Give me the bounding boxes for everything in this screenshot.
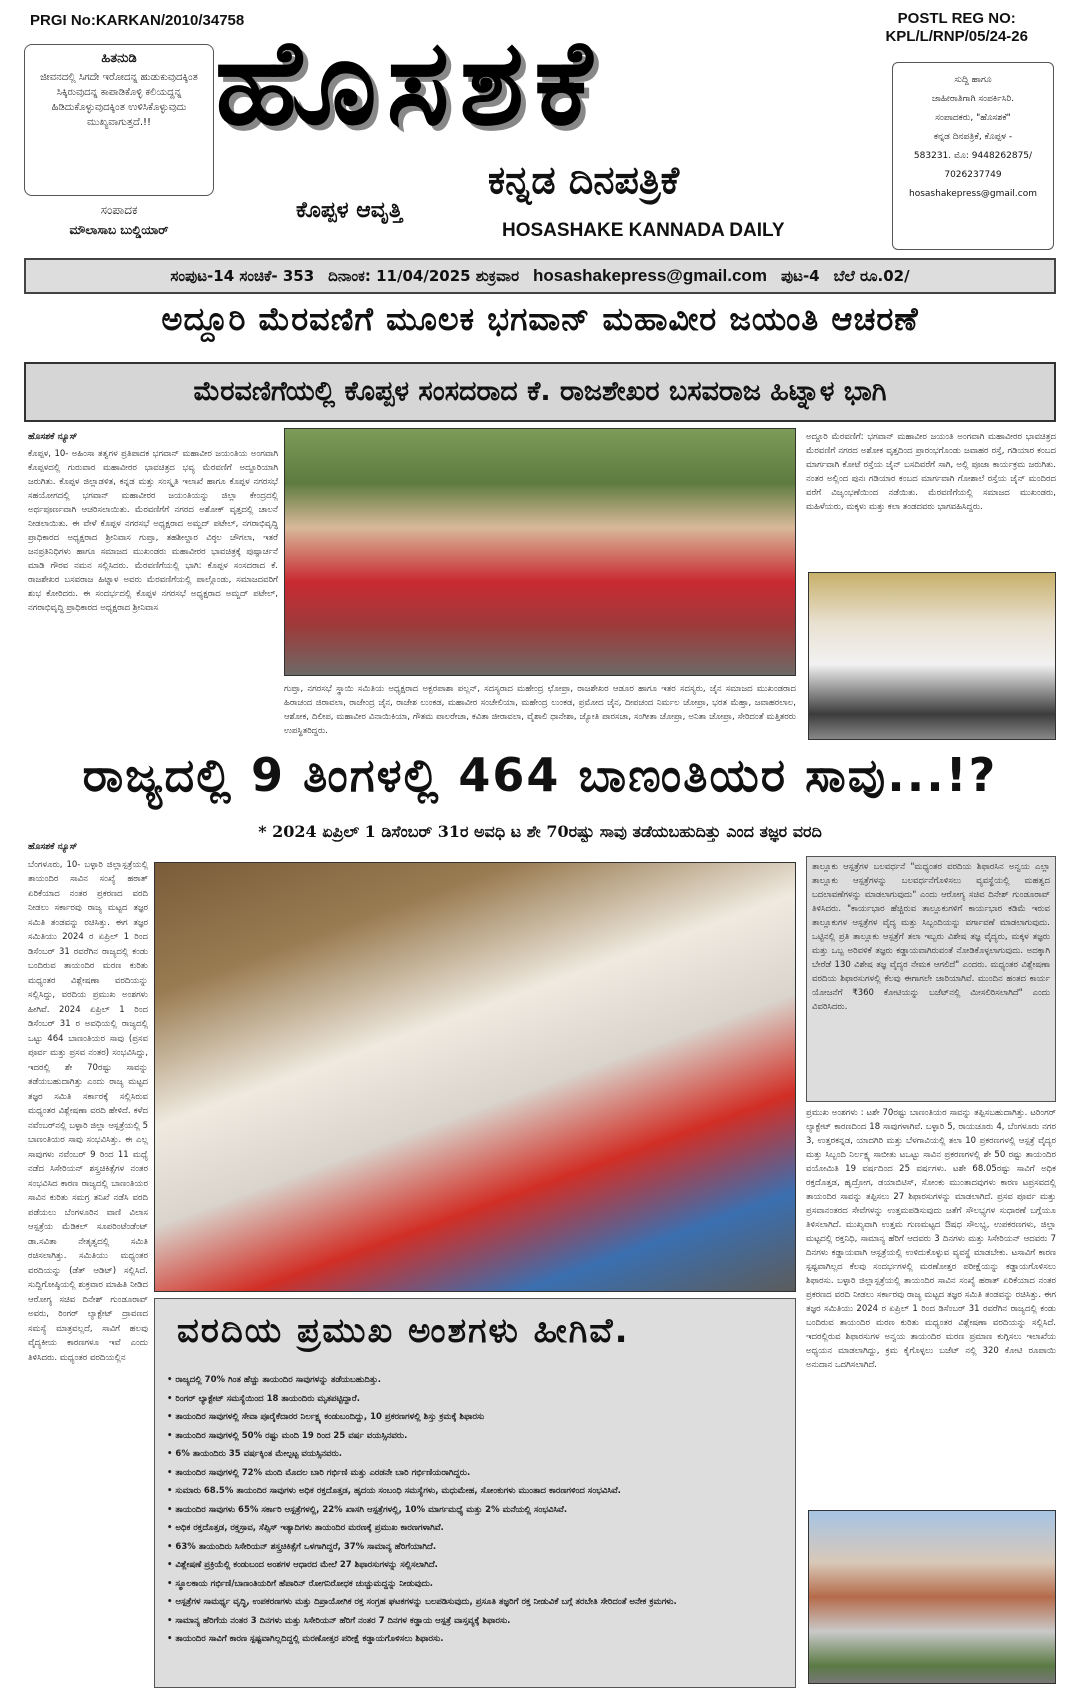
highlight-item: • ರಿಂಗರ್ ಲ್ಯಾಕ್ಟೇಟ್ ಸಮಸ್ಯೆಯಿಂದ 18 ತಾಯಂದಿರು ಮೃತಪಟ್ಟಿದ್ದಾರೆ.	[167, 1390, 783, 1409]
highlight-item: • ತಾಯಂದಿರ ಸಾವಿಗೆ ಕಾರಣ ಸ್ಪಷ್ಟವಾಗಿಲ್ಲದಿದ್ದಲ್ಲಿ ಮರಣೋತ್ತರ ಪರೀಕ್ಷೆ ಕಡ್ಡಾಯಗೊಳಿಸಲು ಶಿಫಾರಸು.	[167, 1630, 783, 1649]
article-text: ಕೊಪ್ಪಳ, 10- ಅಹಿಂಸಾ ತತ್ವಗಳ ಪ್ರತಿಪಾದಕ ಭಗವಾನ್ ಮಹಾವೀರ ಜಯಂತಿಯ ಅಂಗವಾಗಿ ಕೊಪ್ಪಳದಲ್ಲಿ ಗುರುವಾರ ಮಹಾವೀರರ ಭಾವಚಿತ್ರದ ಭವ್ಯ ಮೆರವಣಿಗೆ ಅದ್ದೂರಿಯಾಗಿ ಜರುಗಿತು. ಕೊಪ್ಪಳ ಜಿಲ್ಲಾಡಳಿತ, ಕನ್ನಡ ಮತ್ತು ಸಂಸ್ಕೃತಿ ಇಲಾಖೆ ಹಾಗೂ ಕೊಪ್ಪಳ ನಗರಸಭೆ ಸಹಯೋಗದಲ್ಲಿ ಭಗವಾನ್ ಮಹಾವೀರರ ಜಯಂತಿಯನ್ನು ಜಿಲ್ಲಾ ಕೇಂದ್ರದಲ್ಲಿ ಅರ್ಥಪೂರ್ಣವಾಗಿ ಆಚರಿಸಲಾಯಿತು. ಮೆರವಣಿಗೆಗೆ ನಗರದ ಅಶೋಕ್ ವೃತ್ತದಲ್ಲಿ ಚಾಲನೆ ನೀಡಲಾಯಿತು. ಈ ವೇಳೆ ಕೊಪ್ಪಳ ನಗರಸಭೆ ಅಧ್ಯಕ್ಷರಾದ ಅಮ್ಜದ್ ಪಟೇಲ್, ನಗರಾಭಿವೃದ್ಧಿ ಪ್ರಾಧಿಕಾರದ ಅಧ್ಯಕ್ಷರಾದ ಶ್ರೀನಿವಾಸ ಗುಪ್ತಾ, ತಹಶೀಲ್ದಾರ ವಿಠ್ಠಲ ಚೌಗಲಾ, ಇತರೆ ಜನಪ್ರತಿನಿಧಿಗಳು ಹಾಗೂ ಸಮಾಜದ ಮುಖಂಡರು ಮಹಾವೀರರ ಭಾವಚಿತ್ರಕ್ಕೆ ಪುಷ್ಪಾರ್ಚನೆ ಮಾಡಿ ಗೌರವ ನಮನ ಸಲ್ಲಿಸಿದರು. ಮೆರವಣಿಗೆಯಲ್ಲಿ ಭಾಗಿ: ಕೊಪ್ಪಳ ಸಂಸದರಾದ ಕೆ. ರಾಜಶೇಖರ ಬಸವರಾಜ ಹಿಟ್ನಾಳ ಅವರು ಮೆರವಣಿಗೆಯಲ್ಲಿ ಪಾಲ್ಗೊಂಡು, ಸಮಾಜದವರಿಗೆ ಶುಭ ಕೋರಿದರು. ಈ ಸಂದರ್ಭದಲ್ಲಿ ಕೊಪ್ಪಳ ನಗರಸಭೆ ಅಧ್ಯಕ್ಷರಾದ ಅಮ್ಜದ್ ಪಟೇಲ್, ನಗರಾಭಿವೃದ್ಧಿ ಪ್ರಾಧಿಕಾರದ ಅಧ್ಯಕ್ಷರಾದ ಶ್ರೀನಿವಾಸ	[28, 449, 278, 613]
mp-photo	[808, 572, 1056, 740]
newspaper-english-name: HOSASHAKE KANNADA DAILY	[502, 220, 785, 241]
price: ಬೆಲೆ ರೂ.02/	[833, 267, 910, 285]
newspaper-logo: ಹೊಸಶಕೆ	[215, 13, 602, 151]
article-column	[28, 430, 278, 740]
article-column: ಗುಪ್ತಾ, ನಗರಸಭೆ ಸ್ಥಾಯಿ ಸಮಿತಿಯ ಅಧ್ಯಕ್ಷರಾದ ಅಕ್ಬರಪಾಶಾ ಪಲ್ಲನ್, ಸದಸ್ಯರಾದ ಮಹೇಂದ್ರ ಛೋಪ್ರಾ, ರಾಜಶೇಖರ ಆಡೂರ ಹಾಗೂ ಇತರ ಸದಸ್ಯರು, ಜೈನ ಸಮಾಜದ ಮುಖಂಡರಾದ ಹಿರಾಚಂದ ಜಿರಾವಲಾ, ರಾಜೇಂದ್ರ ಜೈನ, ರಾಜೇಶ ಲುಂಕಡ, ಮಹಾವೀರ ಸಂಚೇಲಿಯಾ, ಮಹೇಂದ್ರ ಲುಂಕಡ, ಪ್ರಮೋದ ಜೈನ, ದೀಪಚಂದ ನಿರ್ಮಲ ಚೋಪ್ರಾ, ಭರತ ಮೆಹ್ತಾ, ಜವಾಹರಲಾಲ, ಆಶೋಕ, ದಿಲೀಪ, ಮಹಾವೀರ ವಿನಾಯಿಕಿಯಾ, ಗೌತಮ ಪಾಲರೇಚಾ, ಕವಿತಾ ಜೀರಾವಲಾ, ವೈಶಾಲಿ ಧಾನೇಶಾ, ಜ್ಯೋತಿ ಪಾರಸಚಾ, ಸಂಗೀತಾ ಚೋಪ್ರಾ, ಅನಿತಾ ಚೋಪ್ರಾ, ಸೇರಿದಂತೆ ಮತ್ತಿತರರು ಉಪಸ್ಥಿತರಿದ್ದರು.	[284, 684, 796, 736]
highlight-item: • 63% ತಾಯಂದಿರು ಸಿಸೇರಿಯನ್ ಶಸ್ತ್ರಚಿಕಿತ್ಸೆಗೆ ಒಳಗಾಗಿದ್ದರೆ, 37% ಸಾಮಾನ್ಯ ಹೆರಿಗೆಯಾಗಿದೆ.	[167, 1538, 783, 1557]
hospital-visit-photo	[154, 862, 796, 1292]
byline: ಹೊಸಶಕೆ ನ್ಯೂಸ್	[28, 842, 78, 852]
highlight-item: • ತಾಯಂದಿರ ಸಾವುಗಳು 65% ಸರ್ಕಾರಿ ಆಸ್ಪತ್ರೆಗಳಲ್ಲಿ, 22% ಖಾಸಗಿ ಆಸ್ಪತ್ರೆಗಳಲ್ಲಿ, 10% ಮಾರ್ಗಮಧ್ಯೆ ಮತ್ತು 2% ಮನೆಯಲ್ಲಿ ಸಂಭವಿಸಿವೆ.	[167, 1501, 783, 1520]
highlight-item: • ಸಾಮಾನ್ಯ ಹೆರಿಗೆಯ ನಂತರ 3 ದಿನಗಳು ಮತ್ತು ಸಿಸೇರಿಯನ್ ಹೆರಿಗೆ ನಂತರ 7 ದಿನಗಳ ಕಡ್ಡಾಯ ಆಸ್ಪತ್ರೆ ವಾಸ್ತವ್ಯಕ್ಕೆ ಶಿಫಾರಸು.	[167, 1612, 783, 1631]
issue-info-bar	[24, 258, 1056, 294]
article-text: ಬೆಂಗಳೂರು, 10- ಬಳ್ಳಾರಿ ಜಿಲ್ಲಾಸ್ಪತ್ರೆಯಲ್ಲಿ ತಾಯಂದಿರ ಸಾವಿನ ಸಂಖ್ಯೆ ಹಠಾತ್ ಏರಿಕೆಯಾದ ನಂತರ ಪ್ರಕರಣದ ವರದಿ ನೀಡಲು ಸರ್ಕಾರವು ರಾಜ್ಯ ಮಟ್ಟದ ತಜ್ಞರ ಸಮಿತಿ ತಂಡವನ್ನು ರಚಿಸಿತ್ತು. ಈಗ ತಜ್ಞರ ಸಮಿತಿಯು 2024 ರ ಏಪ್ರಿಲ್ 1 ರಿಂದ ಡಿಸೆಂಬರ್ 31 ರವರೆಗಿನ ರಾಜ್ಯದಲ್ಲಿ ಕಂಡು ಬಂದಿರುವ ತಾಯಂದಿರ ಮರಣ ಕುರಿತು ಮಧ್ಯಂತರ ವಿಶ್ಲೇಷಣಾ ವರದಿಯನ್ನು ಸಲ್ಲಿಸಿದ್ದು, ವರದಿಯ ಪ್ರಮುಖ ಅಂಶಗಳು ಹೀಗಿವೆ. 2024 ಏಪ್ರಿಲ್ 1 ರಿಂದ ಡಿಸೆಂಬರ್ 31 ರ ಅವಧಿಯಲ್ಲಿ ರಾಜ್ಯದಲ್ಲಿ ಒಟ್ಟು 464 ಬಾಣಂತಿಯರ ಸಾವು (ಪ್ರಸವ ಪೂರ್ವ ಮತ್ತು ಪ್ರಸವ ನಂತರ) ಸಂಭವಿಸಿದ್ದು, ಇದರಲ್ಲಿ ಶೇ 70ರಷ್ಟು ಸಾವನ್ನು ತಡೆಯಬಹುದಾಗಿತ್ತು ಎಂದು ರಾಜ್ಯ ಮಟ್ಟದ ತಜ್ಞರ ಸಮಿತಿ ಸರ್ಕಾರಕ್ಕೆ ಸಲ್ಲಿಸಿರುವ ಮಧ್ಯಂತರ ವಿಶ್ಲೇಷಣಾ ವರದಿ ಹೇಳಿದೆ. ಕಳೆದ ನವೆಂಬರ್‌ನಲ್ಲಿ ಬಳ್ಳಾರಿ ಜಿಲ್ಲಾ ಆಸ್ಪತ್ರೆಯಲ್ಲಿ 5 ಬಾಣಂತಿಯರ ಸಾವು ಸಂಭವಿಸಿತ್ತು. ಈ ಎಲ್ಲ ಸಾವುಗಳು ನವೆಂಬರ್ 9 ರಿಂದ 11 ಮಧ್ಯೆ ನಡೆದ ಸಿಸೇರಿಯನ್ ಶಸ್ತ್ರಚಿಕಿತ್ಸೆಗಳ ನಂತರ ಸಂಭವಿಸಿದ ಕಾರಣ ರಾಜ್ಯದಲ್ಲಿ ಬಾಣಂತಿಯರ ಸಾವಿನ ಕುರಿತು ಸಮಗ್ರ ತನಿಖೆ ನಡೆಸಿ ವರದಿ ಪಡೆಯಲು ಬೆಂಗಳೂರಿನ ವಾಣಿ ವಿಲಾಸ ಆಸ್ಪತ್ರೆಯ ಮೆಡಿಕಲ್ ಸೂಪರಿಂಟೆಂಡೆಂಟ್ ಡಾ.ಸವಿತಾ ನೇತೃತ್ವದಲ್ಲಿ ಸಮಿತಿ ರಚಿಸಲಾಗಿತ್ತು. ಸಮಿತಿಯು ಮಧ್ಯಂತರ ವರದಿಯನ್ನು (ಡೆತ್ ಆಡಿಟ್) ಸಲ್ಲಿಸಿದೆ. ಸುದ್ದಿಗೋಷ್ಠಿಯಲ್ಲಿ ಶುಕ್ರವಾರ ಮಾಹಿತಿ ನೀಡಿದ ಆರೋಗ್ಯ ಸಚಿವ ದಿನೇಶ್ ಗುಂಡೂರಾವ್ ಅವರು, ರಿಂಗರ್ ಲ್ಯಾಕ್ಟೇಟ್ ದ್ರಾವಣದ ಸಮಸ್ಯೆ ಮಾತ್ರವಲ್ಲದೆ, ಸಾವಿಗೆ ಹಲವು ವೈದ್ಯಕೀಯ ಕಾರಣಗಳೂ ಇವೆ ಎಂದು ತಿಳಿಸಿದರು. ಮಧ್ಯಂತರ ವರದಿಯಲ್ಲಿನ	[28, 859, 148, 1363]
highlight-item: • ರಾಜ್ಯದಲ್ಲಿ 70% ಗಿಂತ ಹೆಚ್ಚು ತಾಯಂದಿರ ಸಾವುಗಳನ್ನು ತಡೆಯಬಹುದಿತ್ತು.	[167, 1371, 783, 1390]
contact-line: ಸುದ್ದಿ ಹಾಗೂ	[954, 75, 992, 85]
lokayukta-building-photo	[808, 1510, 1056, 1684]
volume-issue: ಸಂಪುಟ-14 ಸಂಚಿಕೆ- 353	[170, 267, 315, 285]
article-column	[28, 840, 148, 1690]
contact-email: hosashakepress@gmail.com	[909, 189, 1037, 199]
article-column: ಅದ್ದೂರಿ ಮೆರವಣಿಗೆ: ಭಗವಾನ್ ಮಹಾವೀರ ಜಯಂತಿ ಅಂಗವಾಗಿ ಮಹಾವೀರರ ಭಾವಚಿತ್ರದ ಮೆರವಣಿಗೆ ನಗರದ ಅಶೋಕ ವೃತ್ತದಿಂದ ಪ್ರಾರಂಭಗೊಂಡು ಜವಾಹರ ರಸ್ತೆ, ಗಡಿಯಾರ ಕಂಬದ ಮಾರ್ಗವಾಗಿ ಕೋಟೆ ರಸ್ತೆಯ ಜೈನ್ ಬಸದಿವರೆಗೆ ಸಾಗಿ, ಅಲ್ಲಿ ಪೂಜಾ ಕಾರ್ಯಕ್ರಮ ಜರುಗಿತು. ನಂತರ ಅಲ್ಲಿಂದ ಪುನಃ ಗಡಿಯಾರ ಕಂಬದ ಮಾರ್ಗವಾಗಿ ಗೋಶಾಲೆ ರಸ್ತೆಯ ಜೈನ್ ಮಂದಿರದ ವರೆಗೆ ವಿಜೃಂಭಣೆಯಿಂದ ನಡೆಯಿತು. ಮೆರವಣಿಗೆಯಲ್ಲಿ ಸಮಾಜದ ಮುಖಂಡರು, ಮಹಿಳೆಯರು, ಮಕ್ಕಳು ಮತ್ತು ಕಲಾ ತಂಡದವರು ಭಾಗವಹಿಸಿದ್ದರು.	[806, 432, 1056, 512]
highlight-item: • ಅಧಿಕ ರಕ್ತದೊತ್ತಡ, ರಕ್ತಸ್ರಾವ, ಸೆಪ್ಸಿಸ್ ಇತ್ಯಾದಿಗಳು ತಾಯಂದಿರ ಮರಣಕ್ಕೆ ಪ್ರಮುಖ ಕಾರಣಗಳಾಗಿವೆ.	[167, 1519, 783, 1538]
postal-reg-label: POSTL REG NO:	[897, 10, 1016, 27]
newspaper-subtitle: ಕನ್ನಡ ದಿನಪತ್ರಿಕೆ	[488, 158, 680, 202]
contact-line: 7026237749	[944, 170, 1002, 180]
motto-box	[24, 44, 214, 196]
contact-line: ಸಂಪಾದಕರು, "ಹೊಸಶಕೆ"	[935, 113, 1011, 123]
highlight-item: • ಆಸ್ಪತ್ರೆಗಳ ಸಾಮರ್ಥ್ಯ ವೃದ್ಧಿ, ಉಪಕರಣಗಳು ಮತ್ತು ದಿಪ್ರಾಯೋಗಿಕ ರಕ್ತ ಸಂಗ್ರಹ ಘಟಕಗಳನ್ನು ಬಲಪಡಿಸುವುದು, ಪ್ರಸೂತಿ ತಜ್ಞರಿಗೆ ರಕ್ತ ನೀಡುವಿಕೆ ಬಗ್ಗೆ ತರಬೇತಿ ಸೇರಿದಂತೆ ಅನೇಕ ಕ್ರಮಗಳು.	[167, 1593, 783, 1612]
article-column: ಪ್ರಮುಖ ಅಂಶಗಳು : ಟಶೇ 70ರಷ್ಟು ಬಾಣಂತಿಯರ ಸಾವನ್ನು ತಪ್ಪಿಸಬಹುದಾಗಿತ್ತು. ಟರಿಂಗರ್ ಲ್ಯಾಕ್ಟೇಟ್ ಕಾರಣದಿಂದ 18 ಸಾವುಗಳಾಗಿವೆ. ಬಳ್ಳಾರಿ 5, ರಾಯಚೂರು 4, ಬೆಂಗಳೂರು ನಗರ 3, ಉತ್ತರಕನ್ನಡ, ಯಾದಗಿರಿ ಮತ್ತು ಬೆಳಗಾವಿಯಲ್ಲಿ ತಲಾ 10 ಪ್ರಕರಣಗಳಲ್ಲಿ ಆಸ್ಪತ್ರೆ ವೈದ್ಯರ ಮತ್ತು ಸಿಬ್ಬಂದಿ ನಿರ್ಲಕ್ಷ್ಯ ಸಾಬೀತು ಟಒಟ್ಟು ಸಾವಿನ ಪ್ರಕರಣಗಳಲ್ಲಿ ಶೇ 50 ರಷ್ಟು ತಾಯಂದಿರ ವಯೋಮಿತಿ 19 ವರ್ಷದಿಂದ 25 ವರ್ಷಗಳು. ಟಶೇ 68.05ರಷ್ಟು ಸಾವಿಗೆ ಅಧಿಕ ರಕ್ತದೊತ್ತಡ, ಹೃದ್ರೋಗ, ಡಯಾಬಿಟಿಸ್, ಸೋಂಕು ಮುಂತಾದವುಗಳು ಕಾರಣ ಟಪ್ರಸವದಲ್ಲಿ ತಾಯಂದಿರ ಸಾವನ್ನು ತಪ್ಪಿಸಲು 27 ಶಿಫಾರಸುಗಳನ್ನು ಮಾಡಲಾಗಿದೆ. ಪ್ರಸವ ಪೂರ್ವ ಮತ್ತು ಪ್ರಸವಾನಂತರದ ಸೇವೆಗಳನ್ನು ಉತ್ತಮಪಡಿಸುವುದು ಜತೆಗೆ ಸೌಲಭ್ಯಗಳ ಸುಧಾರಣೆ ಬಗ್ಗೆಯೂ ತಿಳಿಸಲಾಗಿದೆ. ಮುಖ್ಯವಾಗಿ ಉತ್ತಮ ಗುಣಮಟ್ಟದ ಔಷಧ ಸೌಲಭ್ಯ, ಉಪಕರಣಗಳು, ಜಿಲ್ಲಾ ಮಟ್ಟದಲ್ಲಿ ರಕ್ತನಿಧಿ, ಸಾಮಾನ್ಯ ಹೆರಿಗೆ ಆದವರು 3 ದಿನಗಳು ಮತ್ತು ಸಿಸೇರಿಯನ್ ಆದವರು 7 ದಿನಗಳು ಕಡ್ಡಾಯವಾಗಿ ಆಸ್ಪತ್ರೆಯಲ್ಲಿ ಉಳಿದುಕೊಳ್ಳುವ ವ್ಯವಸ್ಥೆ ಮಾಡಬೇಕು. ಟಸಾವಿಗೆ ಕಾರಣ ಸ್ಪಷ್ಟವಾಗಿಲ್ಲದ ಕೆಲವು ಸಂದರ್ಭಗಳಲ್ಲಿ ಮರಣೋತ್ತರ ಪರೀಕ್ಷೆಯನ್ನು ಕಡ್ಡಾಯಗೊಳಿಸಲು ಶಿಫಾರಸು. ಬಳ್ಳಾರಿ ಜಿಲ್ಲಾಸ್ಪತ್ರೆಯಲ್ಲಿ ತಾಯಂದಿರ ಸಾವಿನ ಸಂಖ್ಯೆ ಹಠಾತ್ ಏರಿಕೆಯಾದ ನಂತರ ಪ್ರಕರಣದ ವರದಿ ನೀಡಲು ಸರ್ಕಾರವು ರಾಜ್ಯ ಮಟ್ಟದ ತಜ್ಞರ ಸಮಿತಿ ತಂಡವನ್ನು ರಚಿಸಿತ್ತು. ಈಗ ತಜ್ಞರ ಸಮಿತಿಯು 2024 ರ ಏಪ್ರಿಲ್ 1 ರಿಂದ ಡಿಸೆಂಬರ್ 31 ರವರೆಗಿನ ರಾಜ್ಯದಲ್ಲಿ ಕಂಡು ಬಂದಿರುವ ತಾಯಂದಿರ ಮರಣ ಕುರಿತು ಮಧ್ಯಂತರ ವಿಶ್ಲೇಷಣಾ ವರದಿಯನ್ನು ಸಲ್ಲಿಸಿದೆ. ಇದರಲ್ಲಿರುವ ಶಿಫಾರಸುಗಳ ಅನ್ವಯ ತಾಯಂದಿರ ಮರಣ ಪ್ರಮಾಣ ಕುಗ್ಗಿಸಲು ಇಲಾಖೆಯ ಅಧ್ಯಯನ ಮಾಡಲಾಗಿದ್ದು, ಕ್ರಮ ಕೈಗೊಳ್ಳಲು ಬಜೆಟ್ ನಲ್ಲಿ 320 ಕೋಟಿ ರೂಪಾಯಿ ಅನುದಾನ ಒದಗಿಸಲಾಗಿದೆ.	[806, 1108, 1056, 1370]
highlight-item: • ತಾಯಂದಿರ ಸಾವುಗಳಲ್ಲಿ 50% ರಷ್ಟು ಮಂದಿ 19 ರಿಂದ 25 ವರ್ಷ ವಯಸ್ಸಿನವರು.	[167, 1427, 783, 1446]
edition-name: ಕೊಪ್ಪಳ ಆವೃತ್ತಿ	[296, 198, 403, 223]
article-box: ತಾಲ್ಲೂಕು ಆಸ್ಪತ್ರೆಗಳ ಬಲವರ್ಧನೆ "ಮಧ್ಯಂತರ ವರದಿಯ ಶಿಫಾರಸಿನ ಅನ್ವಯ ಎಲ್ಲಾ ತಾಲ್ಲೂಕು ಆಸ್ಪತ್ರೆಗಳನ್ನು ಬಲವರ್ಧನೆಗೊಳಿಸಲು ವ್ಯವಸ್ಥೆಯಲ್ಲಿ ಮಹತ್ವದ ಬದಲಾವಣೆಗಳನ್ನು ಮಾಡಲಾಗುವುದು" ಎಂದು ಆರೋಗ್ಯ ಸಚಿವ ದಿನೇಶ್ ಗುಂಡೂರಾವ್ ತಿಳಿಸಿದರು. "ಕಾರ್ಯಭಾರ ಹೆಚ್ಚಿರುವ ತಾಲ್ಲೂಕುಗಳಿಗೆ ಕಾರ್ಯಭಾರ ಕಡಿಮೆ ಇರುವ ತಾಲ್ಲೂಕುಗಳ ಆಸ್ಪತ್ರೆಗಳ ವೈದ್ಯ ಮತ್ತು ಸಿಬ್ಬಂದಿಯನ್ನು ವರ್ಗಾವಣೆ ಮಾಡಲಾಗುವುದು. ಒಟ್ಟಿನಲ್ಲಿ ಪ್ರತಿ ತಾಲ್ಲೂಕು ಆಸ್ಪತ್ರೆಗೆ ತಲಾ ಇಬ್ಬರು ವಿಶೇಷ ತಜ್ಞ ವೈದ್ಯರು, ಮಕ್ಕಳ ತಜ್ಞರು ಮತ್ತು ಒಬ್ಬ ಅರಿವಳಿಕೆ ತಜ್ಞರು ಕಡ್ಡಾಯವಾಗಿರುವಂತೆ ನೋಡಿಕೊಳ್ಳಲಾಗುವುದು. ಅದಕ್ಕಾಗಿ ಬೇರೆಡೆ 130 ವಿಶೇಷ ತಜ್ಞ ವೈದ್ಯರ ನೇಮಕ ಆಗಲಿದೆ" ಎಂದರು. ಮಧ್ಯಂತರ ವಿಶ್ಲೇಷಣಾ ವರದಿಯ ಶಿಫಾರಸುಗಳಲ್ಲಿ ಕೆಲವು ಈಗಾಗಲೇ ಜಾರಿಯಾಗಿವೆ. ಮುಂದಿನ ಹಂತದ ಕಾರ್ಯ ಯೋಜನೆಗೆ ₹360 ಕೋಟಿಯನ್ನು ಬಜೆಟ್‌ನಲ್ಲಿ ಮೀಸಲಿರಿಸಲಾಗಿದೆ" ಎಂದು ವಿವರಿಸಿದರು.	[806, 856, 1056, 1102]
editor-credit	[24, 200, 214, 240]
motto-text: ಜೀವನದಲ್ಲಿ ಸಿಗದೇ ಇರೋದನ್ನ ಹುಡುಕುವುದಕ್ಕಿಂತ ಸಿಕ್ಕಿರುವುದನ್ನ ಕಾಪಾಡಿಕೊಳ್ಳಿ ಕಲಿಯದ್ದನ್ನ ಹಿಡಿದುಕೊಳ್ಳುವುದಕ್ಕಿಂತ ಉಳಿಸಿಕೊಳ್ಳುವುದು ಮುಖ್ಯವಾಗುತ್ತದೆ.!!	[40, 72, 198, 128]
highlight-item: • ಸುಮಾರು 68.5% ತಾಯಂದಿರ ಸಾವುಗಳು ಅಧಿಕ ರಕ್ತದೊತ್ತಡ, ಹೃದಯ ಸಂಬಂಧಿ ಸಮಸ್ಯೆಗಳು, ಮಧುಮೇಹ, ಸೋಂಕುಗಳು ಮುಂತಾದ ಕಾರಣಗಳಿಂದ ಸಂಭವಿಸಿವೆ.	[167, 1482, 783, 1501]
contact-line: ಜಾಹೀರಾತಿಗಾಗಿ ಸಂಪರ್ಕಿಸಿರಿ.	[931, 94, 1015, 104]
highlight-item: • ತಾಯಂದಿರ ಸಾವುಗಳಲ್ಲಿ 72% ಮಂದಿ ಮೊದಲ ಬಾರಿ ಗರ್ಭಿಣಿ ಮತ್ತು ಎರಡನೇ ಬಾರಿ ಗರ್ಭಿಣಿಯರಾಗಿದ್ದರು.	[167, 1464, 783, 1483]
highlights-title: ವರದಿಯ ಪ್ರಮುಖ ಅಂಶಗಳು ಹೀಗಿವೆ.	[177, 1311, 630, 1351]
editor-label: ಸಂಪಾದಕ	[100, 203, 138, 217]
highlight-item: • ವಿಶ್ಲೇಷಣೆ ಪ್ರಕ್ರಿಯೆಲ್ಲಿ ಕಂಡುಬಂದ ಅಂಶಗಳ ಆಧಾರದ ಮೇಲೆ 27 ಶಿಫಾರಸುಗಳನ್ನು ಸಲ್ಲಿಸಲಾಗಿದೆ.	[167, 1556, 783, 1575]
byline: ಹೊಸಶಕೆ ನ್ಯೂಸ್	[28, 432, 78, 442]
motto-title: ಹಿತನುಡಿ	[101, 51, 137, 66]
highlight-item: • 6% ತಾಯಂದಿರು 35 ವರ್ಷಕ್ಕಿಂತ ಮೇಲ್ಪಟ್ಟ ವಯಸ್ಸಿನವರು.	[167, 1445, 783, 1464]
press-email: hosashakepress@gmail.com	[533, 266, 767, 285]
highlights-list	[167, 1371, 783, 1649]
subheadline-maternal-deaths: * 2024 ಏಪ್ರಿಲ್ 1 ಡಿಸೆಂಬರ್ 31ರ ಅವಧಿ ಟ ಶೇ 70ರಷ್ಟು ಸಾವು ತಡೆಯಬಹುದಿತ್ತು ಎಂದ ತಜ್ಞರ ವರದಿ	[258, 822, 822, 841]
report-highlights-box	[154, 1298, 796, 1688]
subheadline-mahavir: ಮೆರವಣಿಗೆಯಲ್ಲಿ ಕೊಪ್ಪಳ ಸಂಸದರಾದ ಕೆ. ರಾಜಶೇಖರ ಬಸವರಾಜ ಹಿಟ್ನಾಳ ಭಾಗಿ	[24, 362, 1056, 422]
procession-photo	[284, 428, 796, 676]
postal-registration	[885, 10, 1028, 46]
editor-name: ಮೌಲಾಸಾಬ ಬುಲ್ಡಿಯಾರ್	[69, 223, 169, 237]
issue-date: ದಿನಾಂಕ: 11/04/2025 ಶುಕ್ರವಾರ	[328, 267, 520, 285]
headline-mahavir: ಅದ್ದೂರಿ ಮೆರವಣಿಗೆ ಮೂಲಕ ಭಗವಾನ್ ಮಹಾವೀರ ಜಯಂತಿ ಆಚರಣೆ	[161, 300, 919, 338]
highlight-item: • ತಾಯಂದಿರ ಸಾವುಗಳಲ್ಲಿ ಸೇವಾ ಪೂರೈಕೆದಾರರ ನಿರ್ಲಕ್ಷ್ಯ ಕಂಡುಬಂದಿದ್ದು, 10 ಪ್ರಕರಣಗಳಲ್ಲಿ ಶಿಸ್ತು ಕ್ರಮಕ್ಕೆ ಶಿಫಾರಸು	[167, 1408, 783, 1427]
registration-number: PRGI No:KARKAN/2010/34758	[30, 12, 245, 29]
contact-line: ಕನ್ನಡ ದಿನಪತ್ರಿಕೆ, ಕೊಪ್ಪಳ -	[933, 132, 1013, 142]
postal-reg-number: KPL/L/RNP/05/24-26	[885, 28, 1028, 45]
contact-box	[892, 62, 1054, 250]
contact-line: 583231. ಮೊ: 9448262875/	[913, 151, 1033, 161]
headline-maternal-deaths: ರಾಜ್ಯದಲ್ಲಿ 9 ತಿಂಗಳಲ್ಲಿ 464 ಬಾಣಂತಿಯರ ಸಾವು...!?	[82, 748, 998, 802]
highlight-item: • ಸ್ಥೂಲಕಾಯ ಗರ್ಭಿಣಿ/ಬಾಣಂತಿಯರಿಗೆ ಹೆಪಾರಿನ್ ರೋಗನಿರೋಧಕ ಚುಚ್ಚುಮದ್ದನ್ನು ನೀಡುವುದು.	[167, 1575, 783, 1594]
page-count: ಪುಟ-4	[780, 267, 820, 285]
